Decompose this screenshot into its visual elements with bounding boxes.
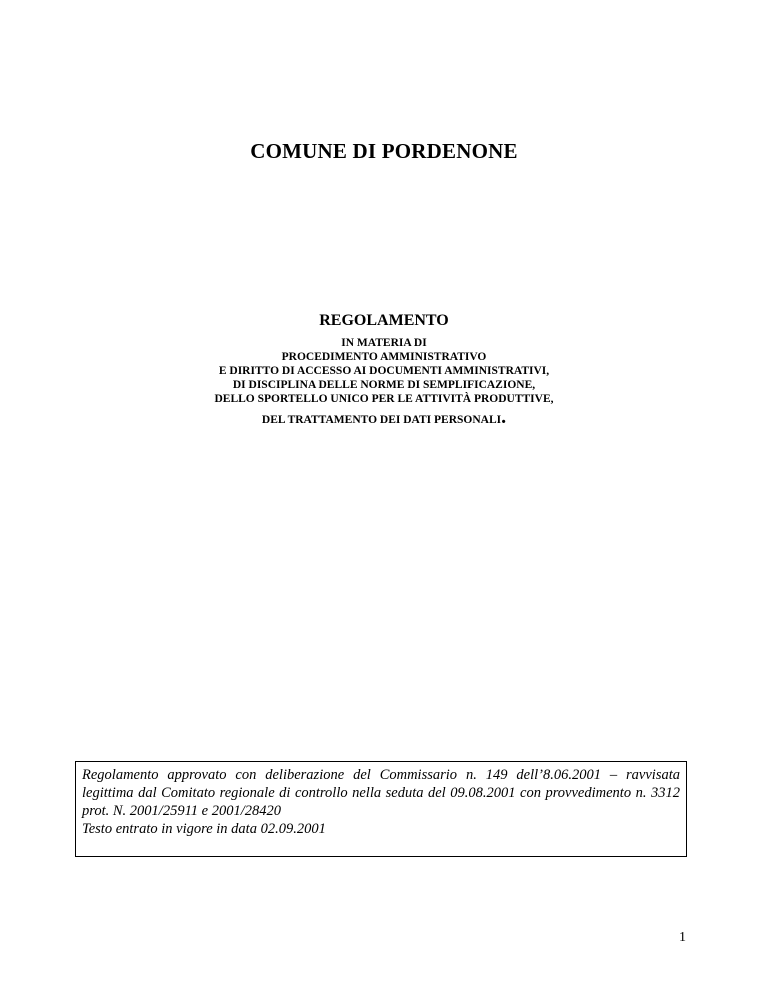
approval-text: Regolamento approvato con deliberazione del Commissario n. 149 dell’8.06.2001 – ravvisata legittima dal Comitato regionale di controllo nella seduta del 09.08.2001 con provvedimento n. 3312 prot. N. 2001/25911 e 2001/28420 bbox=[82, 767, 680, 819]
regulation-heading: REGOLAMENTO bbox=[319, 312, 449, 329]
regulation-line-last bbox=[0, 406, 768, 428]
regulation-line: DELLO SPORTELLO UNICO PER LE ATTIVITÀ PRODUTTIVE, bbox=[214, 393, 554, 405]
effective-date-text: Testo entrato in vigore in data 02.09.2001 bbox=[82, 821, 326, 837]
regulation-line: DI DISCIPLINA DELLE NORME DI SEMPLIFICAZIONE, bbox=[232, 379, 536, 391]
regulation-line: IN MATERIA DI bbox=[341, 337, 427, 349]
regulation-line: PROCEDIMENTO AMMINISTRATIVO bbox=[281, 351, 487, 363]
regulation-line: E DIRITTO DI ACCESSO AI DOCUMENTI AMMINISTRATIVI, bbox=[218, 365, 550, 377]
page-title: COMUNE DI PORDENONE bbox=[250, 139, 518, 163]
approval-box bbox=[75, 761, 687, 857]
page-number: 1 bbox=[679, 930, 686, 945]
regulation-line-text: DEL TRATTAMENTO DEI DATI PERSONALI bbox=[261, 414, 502, 426]
regulation-title-block bbox=[0, 312, 768, 427]
regulation-final-dot: . bbox=[501, 406, 507, 428]
